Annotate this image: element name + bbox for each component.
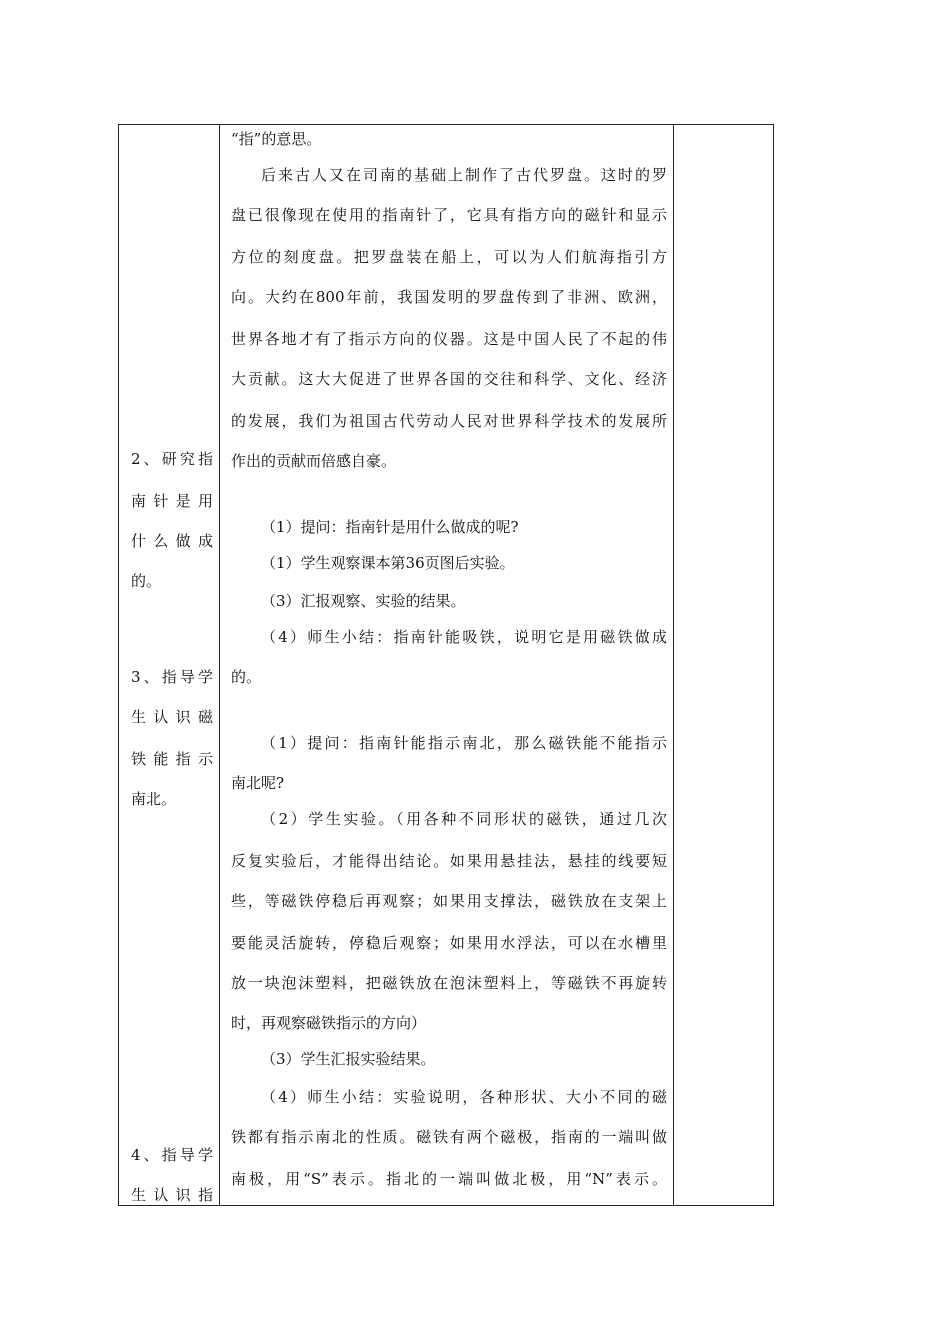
content-line: 大贡献。这大大促进了世界各国的交往和科学、文化、经济 bbox=[231, 370, 667, 388]
content-line: 作出的贡献而倍感自豪。 bbox=[231, 452, 397, 470]
content-line: 向。大约在800年前，我国发明的罗盘传到了非洲、欧洲， bbox=[231, 288, 667, 306]
step-2-line: 什么做成 bbox=[131, 532, 213, 550]
content-line: （4）师生小结：指南针能吸铁，说明它是用磁铁做成 bbox=[261, 628, 667, 646]
content-line: “指”的意思。 bbox=[231, 130, 322, 148]
step-3-line: 生认识磁 bbox=[131, 708, 213, 726]
content-line: 世界各地才有了指示方向的仪器。这是中国人民了不起的伟 bbox=[231, 330, 667, 348]
content-line: 些，等磁铁停稳后再观察；如果用支撑法，磁铁放在支架上 bbox=[231, 892, 667, 910]
content-line: （1）学生观察课本第36页图后实验。 bbox=[261, 554, 515, 572]
step-2-line: 2、研究指 bbox=[131, 450, 213, 468]
content-line: 盘已很像现在使用的指南针了，它具有指方向的磁针和显示 bbox=[231, 206, 667, 224]
content-line: （3）汇报观察、实验的结果。 bbox=[261, 592, 466, 610]
content-line: 放一块泡沫塑料，把磁铁放在泡沫塑料上，等磁铁不再旋转 bbox=[231, 974, 667, 992]
content-column bbox=[221, 125, 673, 1205]
content-line: （1）提问：指南针是用什么做成的呢? bbox=[261, 518, 519, 536]
step-2-line: 南针是用 bbox=[131, 492, 213, 510]
column-divider bbox=[219, 125, 220, 1205]
content-line: 南北呢? bbox=[231, 774, 285, 792]
content-line: 要能灵活旋转，停稳后观察；如果用水浮法，可以在水槽里 bbox=[231, 934, 667, 952]
notes-column bbox=[675, 125, 773, 1205]
content-line: 的发展，我们为祖国古代劳动人民对世界科学技术的发展所 bbox=[231, 412, 667, 430]
content-line: 时，再观察磁铁指示的方向） bbox=[231, 1014, 427, 1032]
lesson-table bbox=[118, 124, 774, 1206]
content-line: 方位的刻度盘。把罗盘装在船上，可以为人们航海指引方 bbox=[231, 248, 667, 266]
step-3-line: 3、指导学 bbox=[131, 668, 213, 686]
content-line: 南极，用“S”表示。指北的一端叫做北极，用“N”表示。 bbox=[231, 1170, 667, 1188]
content-line: （2）学生实验。（用各种不同形状的磁铁，通过几次 bbox=[261, 810, 667, 828]
content-line: 铁都有指示南北的性质。磁铁有两个磁极，指南的一端叫做 bbox=[231, 1128, 667, 1146]
content-line: 后来古人又在司南的基础上制作了古代罗盘。这时的罗 bbox=[261, 166, 667, 184]
content-line: 的。 bbox=[231, 668, 262, 686]
step-3-line: 铁能指示 bbox=[131, 750, 213, 768]
content-line: （3）学生汇报实验结果。 bbox=[261, 1050, 436, 1068]
content-line: （1）提问：指南针能指示南北，那么磁铁能不能指示 bbox=[261, 734, 667, 752]
step-2-line: 的。 bbox=[131, 572, 162, 590]
column-divider bbox=[673, 125, 674, 1205]
content-line: （4）师生小结：实验说明，各种形状、大小不同的磁 bbox=[261, 1088, 667, 1106]
step-4-line: 生认识指 bbox=[131, 1186, 213, 1204]
step-column bbox=[119, 125, 219, 1205]
step-4-line: 4、指导学 bbox=[131, 1146, 213, 1164]
content-line: 反复实验后，才能得出结论。如果用悬挂法，悬挂的线要短 bbox=[231, 852, 667, 870]
step-3-line: 南北。 bbox=[131, 790, 177, 808]
